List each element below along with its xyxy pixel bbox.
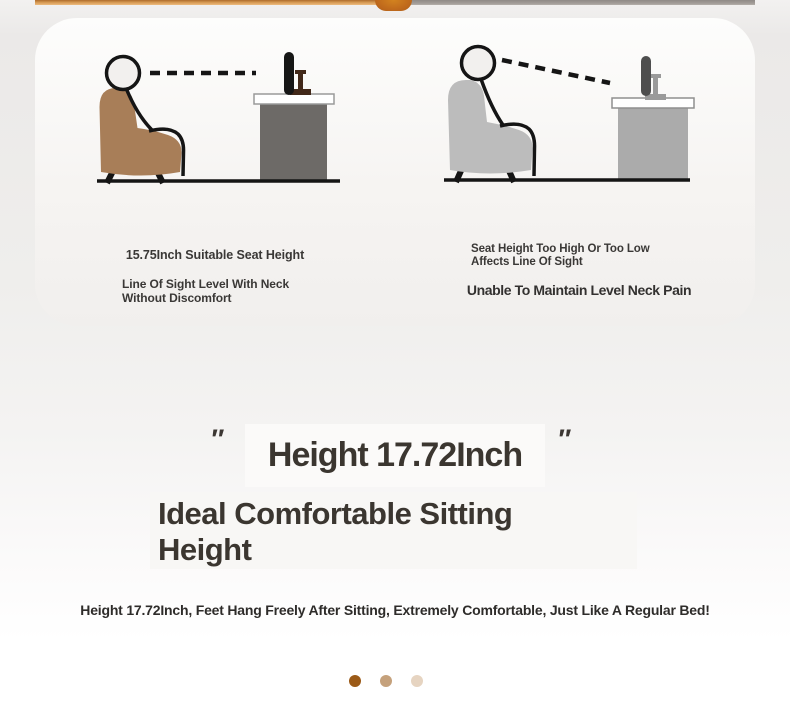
bad-caption-text bbox=[471, 243, 650, 269]
subheadline-line2: Height bbox=[158, 531, 252, 567]
armchair-shape bbox=[448, 80, 533, 174]
divider-center-knob bbox=[375, 0, 412, 11]
monitor-icon bbox=[641, 56, 651, 96]
bad-caption-line1: Seat Height Too High Or Too Low bbox=[471, 243, 650, 255]
desk-top bbox=[254, 94, 334, 104]
divider-gray-segment bbox=[395, 0, 755, 5]
carousel-dot-2[interactable] bbox=[380, 675, 392, 687]
carousel-dot-1[interactable] bbox=[349, 675, 361, 687]
good-posture-illustration bbox=[93, 31, 353, 191]
ergonomics-comparison-card bbox=[35, 18, 755, 326]
person-head bbox=[462, 47, 495, 80]
desk-body bbox=[260, 103, 327, 181]
good-caption-line2: Without Discomfort bbox=[122, 290, 232, 305]
bad-posture-illustration bbox=[440, 30, 700, 190]
armchair-shape bbox=[100, 88, 182, 176]
person-head bbox=[107, 57, 140, 90]
subheadline-highlight-box bbox=[150, 492, 637, 569]
subheadline-text bbox=[158, 496, 637, 567]
headline-text: Height 17.72Inch bbox=[267, 436, 523, 474]
good-caption-text bbox=[122, 278, 289, 305]
subheadline-line1: Ideal Comfortable Sitting bbox=[158, 496, 513, 531]
monitor-icon bbox=[284, 52, 294, 95]
divider-orange-segment bbox=[35, 0, 395, 5]
good-caption-title: 15.75Inch Suitable Seat Height bbox=[125, 248, 305, 262]
bad-caption-line2: Affects Line Of Sight bbox=[471, 256, 583, 268]
good-caption-line1: Line Of Sight Level With Neck bbox=[122, 277, 290, 291]
bad-caption-title: Unable To Maintain Level Neck Pain bbox=[466, 282, 692, 298]
open-quote-mark: ″ bbox=[210, 424, 223, 454]
tilted-sight-line bbox=[502, 60, 610, 83]
carousel-dot-3[interactable] bbox=[411, 675, 423, 687]
headline-highlight-box bbox=[245, 424, 545, 487]
desk-body bbox=[618, 107, 688, 180]
carousel-indicators bbox=[0, 675, 781, 687]
description-text: Height 17.72Inch, Feet Hang Freely After Sitting, Extremely Comfortable, Just Like A Regular Bed! bbox=[80, 602, 710, 618]
monitor-stand-column bbox=[653, 76, 658, 96]
section-divider-bar bbox=[35, 0, 755, 5]
close-quote-mark: ″ bbox=[557, 424, 570, 454]
